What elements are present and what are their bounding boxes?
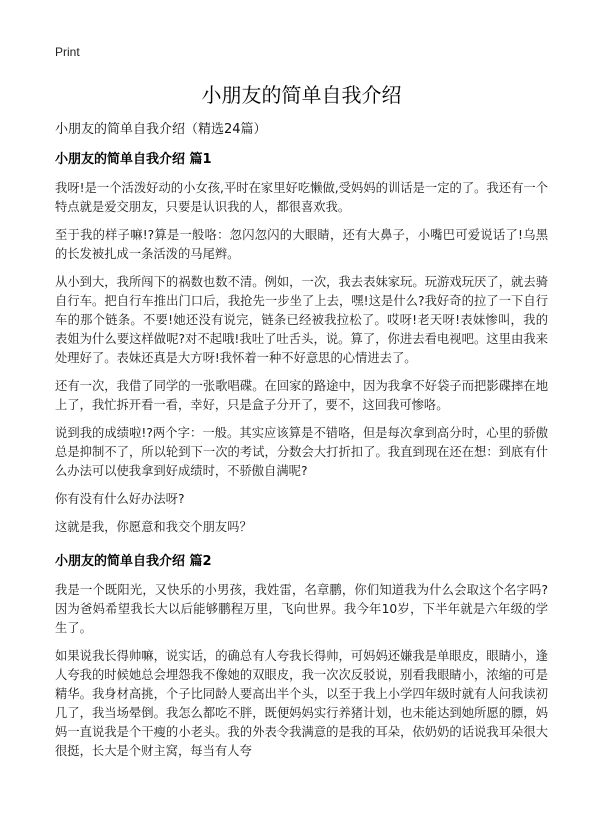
- paragraph: 我是一个既阳光，又快乐的小男孩，我姓雷，名章鹏，你们知道我为什么会取这个名字吗?因为爸妈希望我长大以后能够鹏程万里，飞向世界。我今年10岁，下半年就是六年级的学生了。: [55, 583, 548, 635]
- page-title: 小朋友的简单自我介绍: [201, 83, 402, 107]
- paragraph: 这就是我，你愿意和我交个朋友吗？: [55, 520, 252, 534]
- section-2: [55, 553, 548, 761]
- paragraph: 还有一次，我借了同学的一张歌唱碟。在回家的路途中，因为我拿不好袋子而把影碟摔在地上了，我忙拆开看一看，幸好，只是盒子分开了，要不，这回我可惨咯。: [55, 379, 548, 412]
- print-label: Print: [55, 45, 80, 59]
- section-heading: 小朋友的简单自我介绍 篇2: [55, 554, 212, 569]
- document-subtitle: 小朋友的简单自我介绍（精选24篇）: [55, 122, 267, 137]
- paragraph: 我呀!是一个活泼好动的小女孩,平时在家里好吃懒做,受妈妈的训话是一定的了。我还有一个特点就是爱交朋友，只要是认识我的人，都很喜欢我。: [55, 181, 548, 214]
- paragraph: 说到我的成绩啦!?两个字：一般。其实应该算是不错咯，但是每次拿到高分时，心里的骄傲总是抑制不了，所以轮到下一次的考试，分数会大打折扣了。我直到现在还在想：到底有什么办法可以使我拿到好成绩时，不骄傲自满呢?: [55, 426, 548, 478]
- paragraph: 如果说我长得帅嘛，说实话，的确总有人夸我长得帅，可妈妈还嫌我是单眼皮，眼睛小，逢人夸我的时候她总会埋怨我不像她的双眼皮，我一次次反驳说，别看我眼睛小，浓缩的可是精华。我身材高挑，个子比同龄人要高出半个头，以至于我上小学四年级时就有人问我读初几了，我当场晕倒。我怎么都吃不胖，既便妈妈实行养猪计划，也未能达到她所愿的膘，妈妈一直说我是个干瘦的小老头。我的外表令我满意的是我的耳朵，依奶奶的话说我耳朵很大很挺，长大是个财主窝，每当有人夸: [55, 649, 548, 758]
- section-1: [55, 151, 548, 537]
- paragraph: 至于我的样子嘛!?算是一般咯：忽闪忽闪的大眼睛，还有大鼻子，小嘴巴可爱说话了!乌黑的长发被扎成一条活泼的马尾辫。: [55, 228, 548, 261]
- paragraph: 你有没有什么好办法呀?: [55, 492, 185, 506]
- paragraph: 从小到大，我所闯下的祸数也数不清。例如，一次，我去表妹家玩。玩游戏玩厌了，就去骑自行车。把自行车推出门口后，我抢先一步坐了上去，嘿!这是什么?我好奇的拉了一下自行车的那个链条。不要!她还没有说完，链条已经被我拉松了。哎呀!老天呀!表妹惨叫，我的表姐为什么要这样做呢?对不起哦!我吐了吐舌头，说。算了，你进去看电视吧。这里由我来处理好了。表妹还真是大方呀!我怀着一种不好意思的心情进去了。: [55, 275, 548, 365]
- section-heading: 小朋友的简单自我介绍 篇1: [55, 152, 212, 167]
